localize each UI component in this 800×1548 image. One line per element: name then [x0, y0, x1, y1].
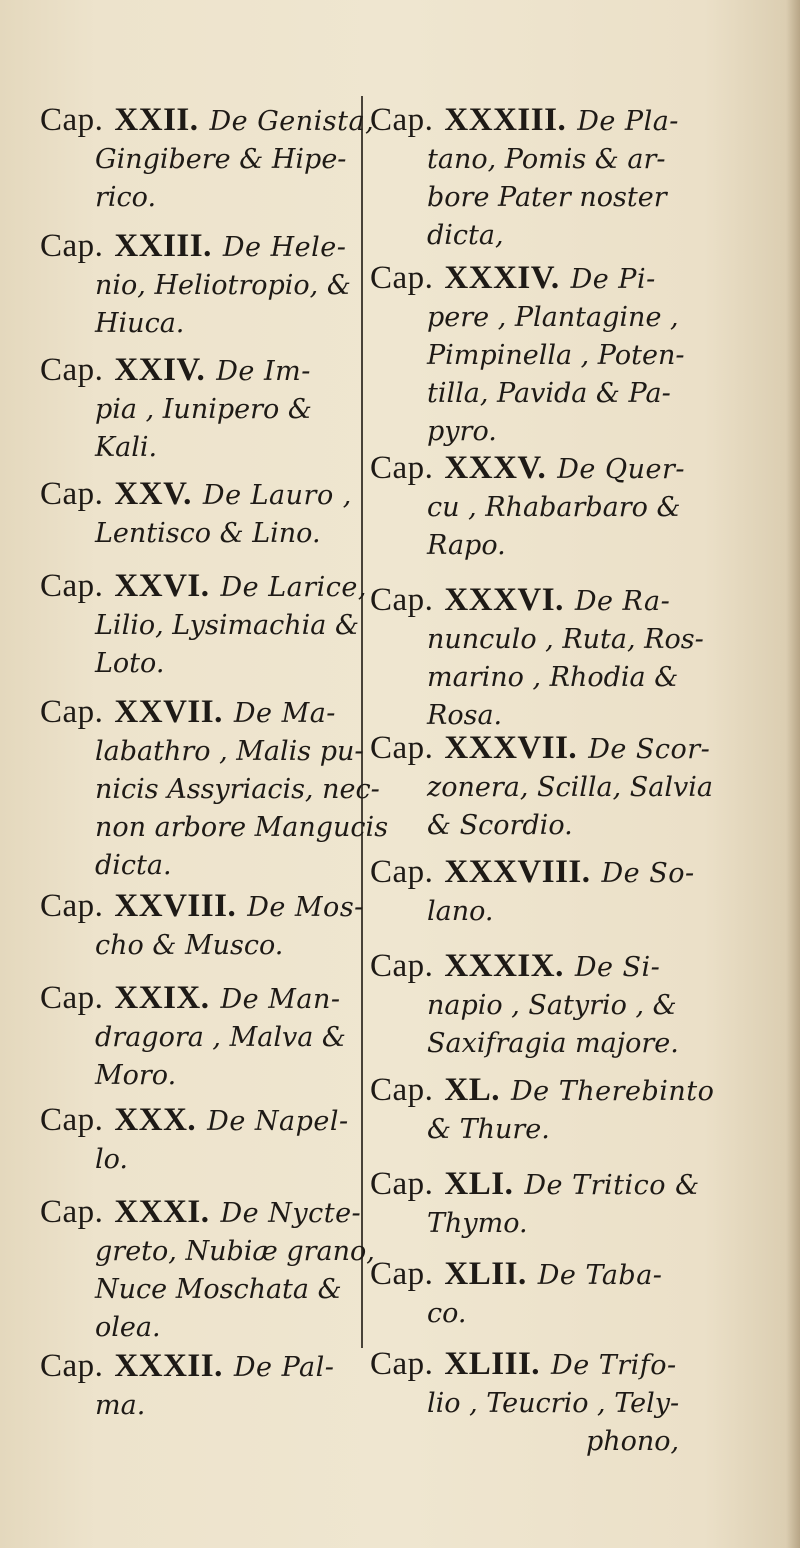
chapter-title-line: Gingibere & Hipe- — [95, 144, 347, 175]
chapter-title-start: De Si- — [574, 952, 661, 983]
chapter-title-line: zonera, Scilla, Salvia — [427, 772, 714, 803]
chapter-title-line: Loto. — [95, 648, 165, 679]
chapter-title-start: De So- — [601, 858, 695, 889]
chapter-entry — [40, 886, 364, 965]
chapter-title-line: pyro. — [427, 416, 497, 447]
chapter-title-start: De Genista, — [209, 106, 375, 137]
chapter-title-start: De Trifo- — [551, 1350, 677, 1381]
chapter-label: Cap. — [40, 1194, 104, 1230]
chapter-title-line: Lentisco & Lino. — [95, 518, 321, 549]
chapter-label: Cap. — [40, 980, 104, 1016]
chapter-title-line: dicta. — [95, 850, 172, 881]
chapter-entry — [370, 1070, 714, 1149]
chapter-number: XXXVIII. — [444, 854, 591, 890]
chapter-title-start: De Pal- — [233, 1352, 335, 1383]
chapter-number: XXXII. — [114, 1348, 223, 1384]
chapter-number: XLIII. — [444, 1346, 541, 1382]
chapter-title-line: nicis Assyriacis, nec- — [95, 774, 380, 805]
chapter-title-line: marino , Rhodia & — [427, 662, 679, 693]
chapter-title-line: lano. — [427, 896, 494, 927]
chapter-title-line: tano, Pomis & ar- — [427, 144, 666, 175]
chapter-title-start: De Hele- — [222, 232, 347, 263]
chapter-title-start: De Mos- — [247, 892, 364, 923]
chapter-title-start: De Lauro , — [202, 480, 352, 511]
chapter-number: XXVI. — [114, 568, 210, 604]
chapter-entry — [40, 566, 367, 683]
chapter-label: Cap. — [370, 102, 434, 138]
chapter-title-start: De Pi- — [570, 264, 656, 295]
chapter-title-line: bore Pater noster — [427, 182, 667, 213]
chapter-number: XXXV. — [444, 450, 547, 486]
page-edge-shadow — [786, 0, 800, 1548]
chapter-number: XXXVI. — [444, 582, 564, 618]
chapter-title-start: De Man- — [220, 984, 341, 1015]
chapter-title-line: Kali. — [95, 432, 158, 463]
chapter-number: XL. — [444, 1072, 501, 1108]
chapter-number: XXXVII. — [444, 730, 578, 766]
chapter-entry — [40, 1192, 375, 1347]
chapter-title-line: nunculo , Ruta, Ros- — [427, 624, 704, 655]
chapter-entry — [370, 946, 679, 1063]
chapter-entry — [370, 580, 704, 735]
chapter-number: XXII. — [114, 102, 199, 138]
chapter-entry — [370, 100, 679, 255]
chapter-label: Cap. — [370, 260, 434, 296]
chapter-number: XXXI. — [114, 1194, 210, 1230]
chapter-title-start: De Taba- — [537, 1260, 663, 1291]
chapter-number: XXXIX. — [444, 948, 564, 984]
chapter-label: Cap. — [40, 228, 104, 264]
chapter-entry — [370, 448, 685, 565]
chapter-title-line: non arbore Mangucis — [95, 812, 389, 843]
chapter-title-line: pere , Plantagine , — [427, 302, 679, 333]
chapter-label: Cap. — [370, 730, 434, 766]
chapter-title-line: & Scordio. — [427, 810, 573, 841]
chapter-number: XLI. — [444, 1166, 514, 1202]
chapter-label: Cap. — [40, 102, 104, 138]
chapter-title-start: De Napel- — [207, 1106, 349, 1137]
chapter-entry — [370, 258, 684, 451]
chapter-label: Cap. — [40, 888, 104, 924]
chapter-label: Cap. — [370, 1346, 434, 1382]
chapter-title-start: De Nycte- — [220, 1198, 362, 1229]
chapter-number: XXVIII. — [114, 888, 237, 924]
chapter-number: XXIV. — [114, 352, 206, 388]
chapter-title-start: De Tritico & — [524, 1170, 700, 1201]
chapter-label: Cap. — [40, 1348, 104, 1384]
chapter-title-line: olea. — [95, 1312, 161, 1343]
chapter-entry — [370, 728, 713, 845]
chapter-title-start: De Ma- — [233, 698, 336, 729]
chapter-title-line: Moro. — [95, 1060, 177, 1091]
chapter-title-line: napio , Satyrio , & — [427, 990, 677, 1021]
chapter-title-line: cho & Musco. — [95, 930, 284, 961]
chapter-label: Cap. — [370, 582, 434, 618]
chapter-label: Cap. — [40, 476, 104, 512]
chapter-entry — [40, 100, 374, 217]
chapter-entry — [370, 852, 695, 931]
chapter-title-start: De Pla- — [577, 106, 679, 137]
chapter-entry — [370, 1254, 662, 1333]
chapter-title-start: De Scor- — [588, 734, 711, 765]
chapter-title-line: nio, Heliotropio, & — [95, 270, 351, 301]
chapter-number: XXXIII. — [444, 102, 567, 138]
chapter-label: Cap. — [370, 1166, 434, 1202]
chapter-title-line: lio , Teucrio , Tely- — [427, 1388, 680, 1419]
chapter-title-line: Rapo. — [427, 530, 506, 561]
chapter-entry — [40, 1346, 334, 1425]
chapter-number: XXXIV. — [444, 260, 560, 296]
chapter-title-line: Rosa. — [427, 700, 503, 731]
chapter-title-line: ma. — [95, 1390, 146, 1421]
chapter-title-line: cu , Rhabarbaro & — [427, 492, 681, 523]
chapter-title-line: lo. — [95, 1144, 128, 1175]
chapter-title-line: greto, Nubiæ grano, — [95, 1236, 375, 1267]
chapter-label: Cap. — [370, 948, 434, 984]
chapter-entry — [40, 474, 352, 553]
chapter-title-line: Nuce Moschata & — [95, 1274, 342, 1305]
chapter-title-start: De Im- — [216, 356, 311, 387]
chapter-label: Cap. — [40, 694, 104, 730]
chapter-label: Cap. — [40, 352, 104, 388]
chapter-title-line: tilla, Pavida & Pa- — [427, 378, 671, 409]
chapter-label: Cap. — [40, 1102, 104, 1138]
chapter-entry — [40, 692, 388, 885]
chapter-entry — [370, 1164, 700, 1243]
chapter-title-line: co. — [427, 1298, 467, 1329]
chapter-label: Cap. — [370, 450, 434, 486]
chapter-title-line: dragora , Malva & — [95, 1022, 346, 1053]
chapter-label: Cap. — [370, 854, 434, 890]
chapter-title-start: De Larice, — [220, 572, 367, 603]
chapter-number: XLII. — [444, 1256, 527, 1292]
chapter-title-line: Thymo. — [427, 1208, 528, 1239]
chapter-number: XXX. — [114, 1102, 197, 1138]
chapter-title-line: pia , Iunipero & — [95, 394, 312, 425]
chapter-entry — [40, 1100, 349, 1179]
chapter-entry — [40, 350, 312, 467]
chapter-title-line: & Thure. — [427, 1114, 550, 1145]
chapter-label: Cap. — [40, 568, 104, 604]
chapter-title-start: De Ra- — [574, 586, 671, 617]
chapter-title-start: De Quer- — [557, 454, 685, 485]
chapter-title-start: De Therebinto — [511, 1076, 715, 1107]
chapter-label: Cap. — [370, 1072, 434, 1108]
chapter-number: XXIII. — [114, 228, 212, 264]
chapter-title-line: labathro , Malis pu- — [95, 736, 364, 767]
chapter-title-line: dicta, — [427, 220, 504, 251]
chapter-title-line: phono, — [585, 1426, 680, 1457]
chapter-entry — [370, 1344, 679, 1461]
chapter-number: XXIX. — [114, 980, 210, 1016]
chapter-title-line: Hiuca. — [95, 308, 185, 339]
chapter-title-line: Pimpinella , Poten- — [427, 340, 685, 371]
chapter-number: XXV. — [114, 476, 192, 512]
chapter-label: Cap. — [370, 1256, 434, 1292]
chapter-entry — [40, 978, 346, 1095]
chapter-title-line: Saxifragia majore. — [427, 1028, 679, 1059]
chapter-title-line: Lilio, Lysimachia & — [95, 610, 360, 641]
chapter-title-line: rico. — [95, 182, 157, 213]
chapter-entry — [40, 226, 351, 343]
chapter-number: XXVII. — [114, 694, 223, 730]
